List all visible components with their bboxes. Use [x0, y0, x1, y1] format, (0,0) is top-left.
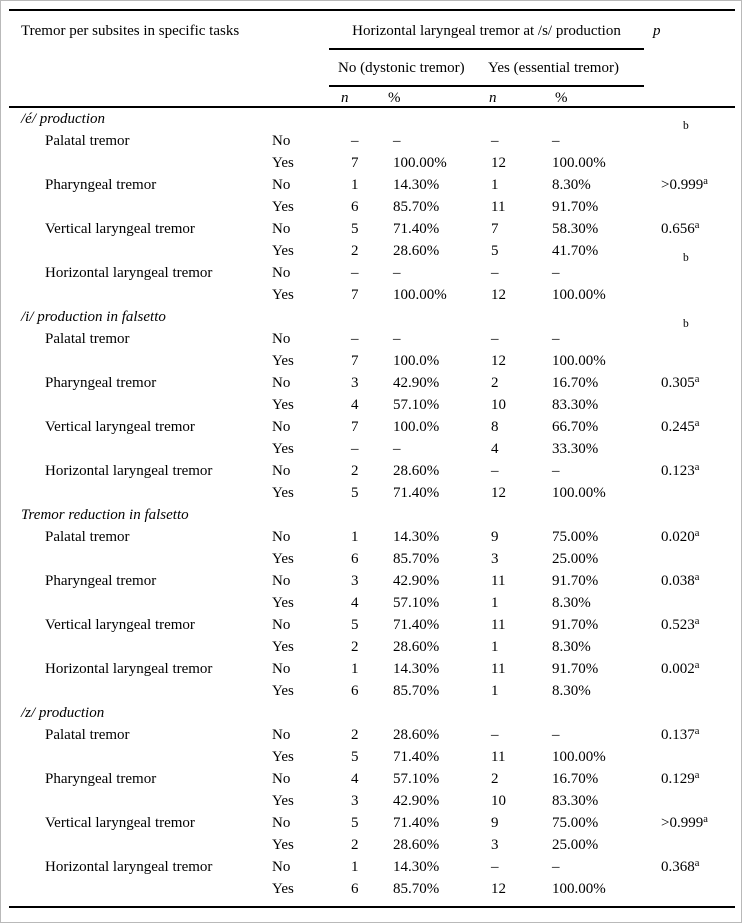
pct-dystonic: 85.70%	[393, 550, 440, 567]
header-span-rule	[329, 48, 644, 50]
data-row	[9, 636, 735, 658]
pct-essential: 91.70%	[552, 572, 599, 589]
n-dystonic: 4	[351, 770, 359, 787]
subsite-label: Palatal tremor	[45, 528, 130, 545]
p-cell	[653, 661, 735, 678]
section-row	[9, 306, 735, 328]
data-row	[9, 174, 735, 196]
p-footnote-sup: a	[694, 615, 700, 627]
n-dystonic: 2	[351, 836, 359, 853]
p-value: 0.038	[661, 572, 695, 589]
p-footnote-sup: b	[683, 251, 689, 264]
data-row	[9, 592, 735, 614]
p-value: 0.002	[661, 660, 695, 677]
p-value: 0.305	[661, 374, 695, 391]
data-row	[9, 658, 735, 680]
response-label: No	[272, 616, 291, 633]
n-essential: –	[491, 726, 499, 743]
n-dystonic: 2	[351, 242, 359, 259]
data-row	[9, 284, 735, 306]
n-dystonic: 4	[351, 594, 359, 611]
p-footnote-sup: b	[683, 119, 689, 132]
pct-dystonic: 42.90%	[393, 374, 440, 391]
pct-essential: 41.70%	[552, 242, 599, 259]
pct-dystonic: 57.10%	[393, 770, 440, 787]
stat-header-n-essential: n	[489, 90, 497, 106]
pct-essential: 75.00%	[552, 528, 599, 545]
n-dystonic: 1	[351, 858, 359, 875]
pct-essential: 25.00%	[552, 836, 599, 853]
n-essential: 4	[491, 440, 499, 457]
n-dystonic: 3	[351, 374, 359, 391]
n-essential: 12	[491, 286, 506, 303]
pct-dystonic: 14.30%	[393, 176, 440, 193]
p-footnote-sup: a	[694, 659, 700, 671]
n-essential: 12	[491, 154, 506, 171]
data-row	[9, 570, 735, 592]
data-row	[9, 834, 735, 856]
response-label: No	[272, 418, 291, 435]
n-essential: 11	[491, 660, 506, 677]
column-header-subsites: Tremor per subsites in specific tasks	[21, 23, 240, 39]
pct-essential: 83.30%	[552, 792, 599, 809]
section-title: /z/ production	[21, 704, 105, 721]
pct-dystonic: 28.60%	[393, 462, 440, 479]
pct-dystonic: 57.10%	[393, 594, 440, 611]
subsite-label: Horizontal laryngeal tremor	[45, 858, 213, 875]
n-dystonic: 5	[351, 748, 359, 765]
pct-essential: 100.00%	[552, 748, 606, 765]
table-body	[9, 108, 735, 900]
data-row	[9, 724, 735, 746]
pct-essential: –	[552, 462, 560, 479]
pct-essential: –	[552, 726, 560, 743]
pct-dystonic: 28.60%	[393, 836, 440, 853]
pct-essential: –	[552, 132, 560, 149]
pct-essential: 33.30%	[552, 440, 599, 457]
subsite-label: Pharyngeal tremor	[45, 176, 157, 193]
response-label: Yes	[272, 638, 294, 655]
data-row	[9, 372, 735, 394]
response-label: No	[272, 660, 291, 677]
data-row	[9, 218, 735, 240]
n-dystonic: 3	[351, 792, 359, 809]
n-dystonic: 5	[351, 484, 359, 501]
pct-essential: 91.70%	[552, 660, 599, 677]
response-label: Yes	[272, 682, 294, 699]
data-row	[9, 526, 735, 548]
p-footnote-sup: a	[694, 461, 700, 473]
pct-dystonic: 85.70%	[393, 198, 440, 215]
n-dystonic: 5	[351, 814, 359, 831]
data-row	[9, 251, 735, 284]
p-footnote-sup: a	[703, 175, 708, 187]
pct-essential: 91.70%	[552, 198, 599, 215]
p-cell	[653, 859, 735, 876]
data-row	[9, 350, 735, 372]
subsite-label: Pharyngeal tremor	[45, 374, 157, 391]
section-title: Tremor reduction in falsetto	[21, 506, 189, 523]
n-dystonic: 7	[351, 286, 359, 303]
pct-dystonic: –	[393, 264, 401, 281]
response-label: Yes	[272, 286, 294, 303]
p-cell	[653, 573, 735, 590]
p-cell	[653, 251, 735, 282]
n-essential: –	[491, 132, 499, 149]
n-dystonic: –	[351, 264, 359, 281]
n-essential: 5	[491, 242, 499, 259]
section-row	[9, 108, 735, 130]
n-dystonic: 7	[351, 154, 359, 171]
data-row	[9, 548, 735, 570]
response-label: No	[272, 462, 291, 479]
response-label: No	[272, 264, 291, 281]
subsite-label: Vertical laryngeal tremor	[45, 220, 195, 237]
n-essential: 10	[491, 792, 506, 809]
p-value: 0.020	[661, 528, 695, 545]
pct-essential: 8.30%	[552, 682, 591, 699]
p-cell	[653, 815, 735, 832]
subsite-label: Vertical laryngeal tremor	[45, 418, 195, 435]
pct-essential: 25.00%	[552, 550, 599, 567]
n-essential: 12	[491, 880, 506, 897]
data-row	[9, 119, 735, 152]
data-row	[9, 438, 735, 460]
data-row	[9, 790, 735, 812]
n-dystonic: –	[351, 440, 359, 457]
n-essential: 12	[491, 484, 506, 501]
response-label: No	[272, 176, 291, 193]
pct-dystonic: 100.0%	[393, 352, 440, 369]
p-value: >0.999	[661, 176, 704, 193]
pct-essential: –	[552, 264, 560, 281]
n-essential: 11	[491, 198, 506, 215]
pct-dystonic: 71.40%	[393, 616, 440, 633]
p-value: 0.656	[661, 220, 695, 237]
n-dystonic: 6	[351, 198, 359, 215]
n-essential: 1	[491, 682, 499, 699]
pct-dystonic: 85.70%	[393, 880, 440, 897]
n-essential: 2	[491, 374, 499, 391]
response-label: No	[272, 330, 291, 347]
response-label: Yes	[272, 484, 294, 501]
pct-essential: 16.70%	[552, 770, 599, 787]
n-essential: 2	[491, 770, 499, 787]
column-header-span: Horizontal laryngeal tremor at /s/ production	[352, 23, 621, 39]
n-essential: 7	[491, 220, 499, 237]
response-label: No	[272, 572, 291, 589]
pct-dystonic: 28.60%	[393, 726, 440, 743]
n-dystonic: 5	[351, 616, 359, 633]
subsite-label: Pharyngeal tremor	[45, 770, 157, 787]
data-row	[9, 614, 735, 636]
data-row	[9, 152, 735, 174]
n-dystonic: 5	[351, 220, 359, 237]
n-essential: 9	[491, 528, 499, 545]
pct-essential: 100.00%	[552, 352, 606, 369]
response-label: No	[272, 858, 291, 875]
data-row	[9, 680, 735, 702]
pct-dystonic: 14.30%	[393, 858, 440, 875]
n-dystonic: 3	[351, 572, 359, 589]
pct-dystonic: 42.90%	[393, 792, 440, 809]
pct-dystonic: 71.40%	[393, 484, 440, 501]
section-row	[9, 504, 735, 526]
pct-essential: 100.00%	[552, 286, 606, 303]
pct-essential: 75.00%	[552, 814, 599, 831]
p-value: 0.137	[661, 726, 695, 743]
n-essential: 10	[491, 396, 506, 413]
p-cell	[653, 463, 735, 480]
p-value: 0.123	[661, 462, 695, 479]
data-row	[9, 482, 735, 504]
n-dystonic: 2	[351, 726, 359, 743]
pct-dystonic: 57.10%	[393, 396, 440, 413]
n-essential: 1	[491, 638, 499, 655]
subsite-label: Pharyngeal tremor	[45, 572, 157, 589]
pct-dystonic: 85.70%	[393, 682, 440, 699]
n-essential: 3	[491, 836, 499, 853]
pct-dystonic: 28.60%	[393, 638, 440, 655]
p-footnote-sup: a	[703, 813, 708, 825]
data-row	[9, 878, 735, 900]
response-label: Yes	[272, 594, 294, 611]
pct-dystonic: 71.40%	[393, 814, 440, 831]
response-label: No	[272, 726, 291, 743]
p-cell	[653, 177, 735, 194]
response-label: No	[272, 814, 291, 831]
response-label: No	[272, 132, 291, 149]
pct-dystonic: –	[393, 132, 401, 149]
stat-header-pct-dystonic: %	[388, 90, 401, 106]
pct-dystonic: 71.40%	[393, 748, 440, 765]
data-row	[9, 768, 735, 790]
response-label: Yes	[272, 396, 294, 413]
response-label: No	[272, 528, 291, 545]
p-footnote-sup: a	[694, 857, 700, 869]
subsite-label: Palatal tremor	[45, 132, 130, 149]
pct-essential: 8.30%	[552, 594, 591, 611]
subsite-label: Palatal tremor	[45, 330, 130, 347]
p-footnote-sup: b	[683, 317, 689, 330]
subsite-label: Palatal tremor	[45, 726, 130, 743]
p-cell	[653, 771, 735, 788]
data-row	[9, 317, 735, 350]
pct-essential: –	[552, 330, 560, 347]
statistics-table	[9, 9, 735, 908]
data-row	[9, 746, 735, 768]
section-row	[9, 702, 735, 724]
p-cell	[653, 529, 735, 546]
n-essential: 11	[491, 572, 506, 589]
header-group-rule	[329, 85, 644, 87]
n-essential: –	[491, 858, 499, 875]
n-dystonic: 7	[351, 418, 359, 435]
section-title: /i/ production in falsetto	[21, 308, 166, 325]
subsite-label: Vertical laryngeal tremor	[45, 616, 195, 633]
pct-dystonic: 14.30%	[393, 528, 440, 545]
pct-dystonic: 100.00%	[393, 286, 447, 303]
table-bottom-rule	[9, 906, 735, 908]
data-row	[9, 240, 735, 262]
n-dystonic: –	[351, 132, 359, 149]
pct-essential: 8.30%	[552, 176, 591, 193]
n-essential: 11	[491, 748, 506, 765]
n-dystonic: 7	[351, 352, 359, 369]
p-cell	[653, 317, 735, 348]
data-row	[9, 856, 735, 878]
p-cell	[653, 727, 735, 744]
n-dystonic: 2	[351, 462, 359, 479]
response-label: No	[272, 770, 291, 787]
n-essential: 1	[491, 594, 499, 611]
n-dystonic: 6	[351, 550, 359, 567]
data-row	[9, 812, 735, 834]
response-label: Yes	[272, 440, 294, 457]
p-footnote-sup: a	[694, 417, 700, 429]
n-dystonic: 6	[351, 682, 359, 699]
pct-dystonic: –	[393, 440, 401, 457]
p-cell	[653, 221, 735, 238]
response-label: Yes	[272, 748, 294, 765]
p-cell	[653, 419, 735, 436]
section-title: /é/ production	[21, 110, 106, 127]
n-essential: 12	[491, 352, 506, 369]
pct-dystonic: –	[393, 330, 401, 347]
column-header-p: p	[653, 23, 661, 39]
n-dystonic: 1	[351, 176, 359, 193]
n-essential: 1	[491, 176, 499, 193]
data-row	[9, 416, 735, 438]
n-essential: –	[491, 462, 499, 479]
pct-essential: 91.70%	[552, 616, 599, 633]
response-label: Yes	[272, 792, 294, 809]
p-footnote-sup: a	[694, 219, 700, 231]
pct-essential: –	[552, 858, 560, 875]
pct-essential: 100.00%	[552, 484, 606, 501]
pct-essential: 100.00%	[552, 154, 606, 171]
group-header-yes-essential: Yes (essential tremor)	[488, 60, 619, 76]
data-row	[9, 460, 735, 482]
response-label: Yes	[272, 550, 294, 567]
subsite-label: Horizontal laryngeal tremor	[45, 660, 213, 677]
p-footnote-sup: a	[694, 527, 700, 539]
n-dystonic: –	[351, 330, 359, 347]
n-essential: –	[491, 264, 499, 281]
data-row	[9, 394, 735, 416]
pct-essential: 100.00%	[552, 880, 606, 897]
response-label: Yes	[272, 352, 294, 369]
n-dystonic: 4	[351, 396, 359, 413]
p-value: 0.245	[661, 418, 695, 435]
response-label: Yes	[272, 154, 294, 171]
stat-header-pct-essential: %	[555, 90, 568, 106]
pct-dystonic: 28.60%	[393, 242, 440, 259]
subsite-label: Horizontal laryngeal tremor	[45, 462, 213, 479]
pct-essential: 83.30%	[552, 396, 599, 413]
stat-header-n-dystonic: n	[341, 90, 349, 106]
p-value: 0.129	[661, 770, 695, 787]
p-footnote-sup: a	[694, 373, 700, 385]
n-essential: 9	[491, 814, 499, 831]
n-essential: 11	[491, 616, 506, 633]
pct-dystonic: 100.00%	[393, 154, 447, 171]
p-footnote-sup: a	[694, 769, 700, 781]
pct-essential: 16.70%	[552, 374, 599, 391]
pct-dystonic: 42.90%	[393, 572, 440, 589]
n-dystonic: 2	[351, 638, 359, 655]
pct-dystonic: 14.30%	[393, 660, 440, 677]
subsite-label: Vertical laryngeal tremor	[45, 814, 195, 831]
pct-dystonic: 71.40%	[393, 220, 440, 237]
response-label: Yes	[272, 198, 294, 215]
subsite-label: Horizontal laryngeal tremor	[45, 264, 213, 281]
p-value: 0.368	[661, 858, 695, 875]
group-header-no-dystonic: No (dystonic tremor)	[338, 60, 465, 76]
pct-dystonic: 100.0%	[393, 418, 440, 435]
p-cell	[653, 375, 735, 392]
n-essential: 8	[491, 418, 499, 435]
p-value: 0.523	[661, 616, 695, 633]
p-cell	[653, 617, 735, 634]
p-footnote-sup: a	[694, 571, 700, 583]
n-essential: 3	[491, 550, 499, 567]
response-label: Yes	[272, 242, 294, 259]
n-essential: –	[491, 330, 499, 347]
n-dystonic: 1	[351, 660, 359, 677]
response-label: No	[272, 220, 291, 237]
pct-essential: 66.70%	[552, 418, 599, 435]
response-label: Yes	[272, 880, 294, 897]
response-label: Yes	[272, 836, 294, 853]
n-dystonic: 1	[351, 528, 359, 545]
p-footnote-sup: a	[694, 725, 700, 737]
response-label: No	[272, 374, 291, 391]
n-dystonic: 6	[351, 880, 359, 897]
data-row	[9, 196, 735, 218]
pct-essential: 8.30%	[552, 638, 591, 655]
p-cell	[653, 119, 735, 150]
pct-essential: 58.30%	[552, 220, 599, 237]
table-header	[9, 11, 735, 106]
p-value: >0.999	[661, 814, 704, 831]
